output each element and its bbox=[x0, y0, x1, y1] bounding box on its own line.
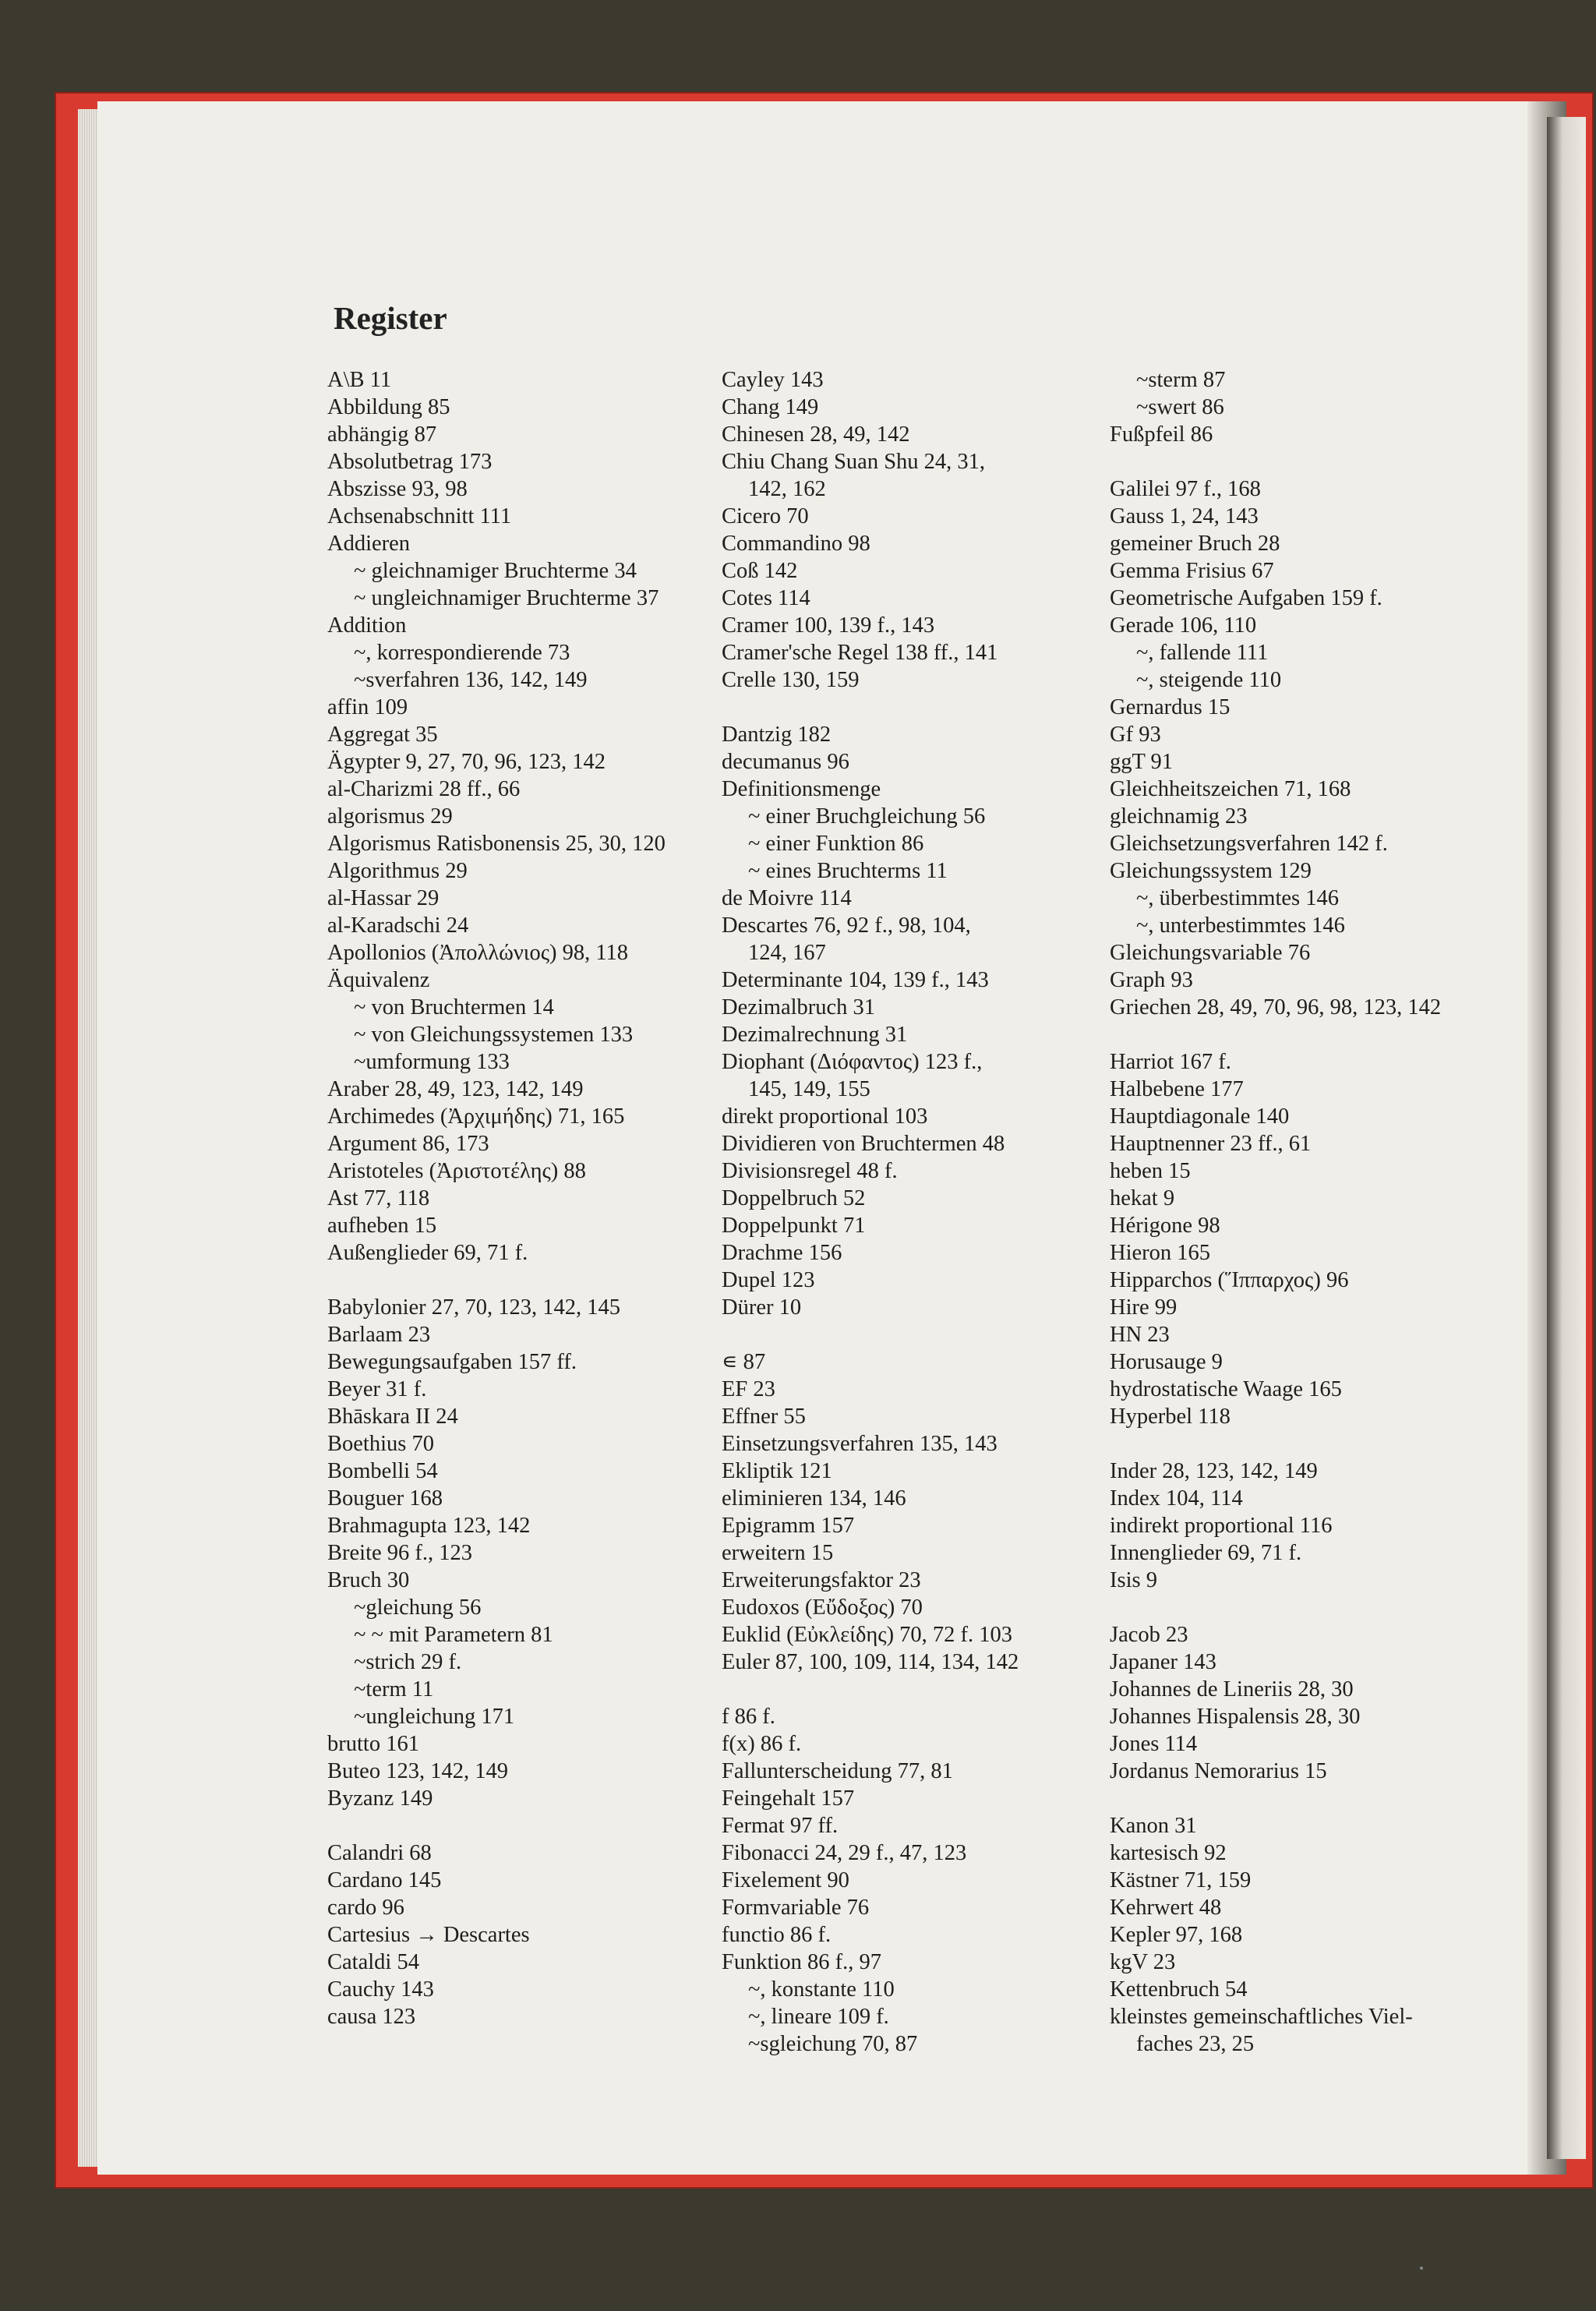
index-entry: Japaner 143 bbox=[1110, 1650, 1216, 1674]
index-entry: ~, steigende 110 bbox=[1136, 668, 1282, 692]
entry-gap bbox=[722, 1321, 1103, 1348]
index-entry: Addition bbox=[327, 613, 407, 638]
index-entry: ~ ungleichnamiger Bruchterme 37 bbox=[354, 586, 659, 610]
index-entry: Cicero 70 bbox=[722, 504, 809, 528]
index-entry: Kästner 71, 159 bbox=[1110, 1868, 1252, 1892]
index-entry: Harriot 167 f. bbox=[1110, 1050, 1231, 1074]
index-entry: Coß 142 bbox=[722, 559, 798, 583]
index-entry: Barlaam 23 bbox=[327, 1323, 431, 1347]
index-entry: Kepler 97, 168 bbox=[1110, 1923, 1243, 1947]
index-entry: ~ von Gleichungssystemen 133 bbox=[354, 1023, 634, 1047]
index-entry: Euler 87, 100, 109, 114, 134, 142 bbox=[722, 1650, 1019, 1674]
index-entry: Gleichsetzungsverfahren 142 f. bbox=[1110, 832, 1388, 856]
entry-gap bbox=[1110, 448, 1499, 475]
facing-page-edge bbox=[1547, 117, 1586, 2159]
index-entry: ggT 91 bbox=[1110, 750, 1174, 774]
index-entry: Cardano 145 bbox=[327, 1868, 442, 1892]
entry-gap bbox=[1110, 1594, 1499, 1621]
index-entry: Fußpfeil 86 bbox=[1110, 422, 1213, 447]
index-entry: Argument 86, 173 bbox=[327, 1132, 489, 1156]
index-entry: Addieren bbox=[327, 532, 411, 556]
index-entry: ~, fallende 111 bbox=[1136, 641, 1269, 665]
index-entry: ~gleichung 56 bbox=[354, 1595, 482, 1620]
index-entry: Brahmagupta 123, 142 bbox=[327, 1514, 531, 1538]
index-entry: al-Charizmi 28 ff., 66 bbox=[327, 777, 521, 801]
index-entry: faches 23, 25 bbox=[1136, 2032, 1255, 2056]
entry-gap bbox=[1110, 1430, 1499, 1458]
index-entry: Absolutbetrag 173 bbox=[327, 450, 493, 474]
index-entry: Inder 28, 123, 142, 149 bbox=[1110, 1459, 1318, 1483]
index-entry: heben 15 bbox=[1110, 1159, 1191, 1183]
index-entry: Beyer 31 f. bbox=[327, 1377, 427, 1401]
index-entry: Drachme 156 bbox=[722, 1241, 842, 1265]
index-entry: direkt proportional 103 bbox=[722, 1104, 928, 1129]
index-entry: ~, unterbestimmtes 146 bbox=[1136, 913, 1345, 938]
index-entry: Einsetzungsverfahren 135, 143 bbox=[722, 1432, 998, 1456]
index-entry: Determinante 104, 139 f., 143 bbox=[722, 968, 989, 992]
index-entry: Feingehalt 157 bbox=[722, 1786, 855, 1811]
index-entry: Dezimalrechnung 31 bbox=[722, 1023, 908, 1047]
index-entry: Dürer 10 bbox=[722, 1295, 802, 1320]
entry-gap bbox=[327, 1812, 709, 1839]
index-entry: kgV 23 bbox=[1110, 1950, 1176, 1974]
index-entry: Epigramm 157 bbox=[722, 1514, 855, 1538]
index-entry: Funktion 86 f., 97 bbox=[722, 1950, 882, 1974]
index-entry: Cauchy 143 bbox=[327, 1977, 434, 2002]
index-entry: Hauptnenner 23 ff., 61 bbox=[1110, 1132, 1312, 1156]
index-entry: Crelle 130, 159 bbox=[722, 668, 860, 692]
index-entry: kartesisch 92 bbox=[1110, 1841, 1227, 1865]
index-entry: brutto 161 bbox=[327, 1732, 419, 1756]
index-entry: Algorismus Ratisbonensis 25, 30, 120 bbox=[327, 832, 666, 856]
index-entry: Hérigone 98 bbox=[1110, 1214, 1220, 1238]
index-entry: ~ungleichung 171 bbox=[354, 1705, 515, 1729]
index-entry: 124, 167 bbox=[748, 941, 826, 965]
index-entry: Dupel 123 bbox=[722, 1268, 815, 1292]
index-entry: ~ ~ mit Parametern 81 bbox=[354, 1623, 553, 1647]
index-entry: al-Karadschi 24 bbox=[327, 913, 469, 938]
index-entry: Effner 55 bbox=[722, 1405, 806, 1429]
index-column-3 bbox=[1110, 366, 1499, 2058]
index-entry: Algorithmus 29 bbox=[327, 859, 468, 883]
index-entry: Achsenabschnitt 111 bbox=[327, 504, 512, 528]
index-entry: Fibonacci 24, 29 f., 47, 123 bbox=[722, 1841, 967, 1865]
entry-gap bbox=[722, 694, 1103, 721]
index-entry: Dezimalbruch 31 bbox=[722, 995, 876, 1019]
index-entry: Divisionsregel 48 f. bbox=[722, 1159, 898, 1183]
index-entry: Doppelbruch 52 bbox=[722, 1186, 866, 1210]
index-entry: ~swert 86 bbox=[1136, 395, 1224, 419]
index-entry: Ast 77, 118 bbox=[327, 1186, 430, 1210]
index-entry: Diophant (Διόφαντος) 123 f., bbox=[722, 1050, 983, 1074]
index-entry: Cayley 143 bbox=[722, 368, 824, 392]
index-entry: Araber 28, 49, 123, 142, 149 bbox=[327, 1077, 584, 1101]
index-entry: Gerade 106, 110 bbox=[1110, 613, 1257, 638]
index-entry: Bewegungsaufgaben 157 ff. bbox=[327, 1350, 577, 1374]
index-entry: ~ eines Bruchterms 11 bbox=[748, 859, 948, 883]
index-entry: Abszisse 93, 98 bbox=[327, 477, 468, 501]
index-entry: Babylonier 27, 70, 123, 142, 145 bbox=[327, 1295, 621, 1320]
index-entry: ~sgleichung 70, 87 bbox=[748, 2032, 918, 2056]
index-entry: functio 86 f. bbox=[722, 1923, 832, 1947]
index-entry: f 86 f. bbox=[722, 1705, 775, 1729]
index-entry: indirekt proportional 116 bbox=[1110, 1514, 1333, 1538]
index-entry: Cartesius → Descartes bbox=[327, 1923, 530, 1947]
index-entry: ∊ 87 bbox=[722, 1350, 766, 1374]
index-entry: Geometrische Aufgaben 159 f. bbox=[1110, 586, 1382, 610]
index-entry: Bombelli 54 bbox=[327, 1459, 438, 1483]
index-entry: Chang 149 bbox=[722, 395, 819, 419]
index-entry: Doppelpunkt 71 bbox=[722, 1214, 866, 1238]
index-entry: Gauss 1, 24, 143 bbox=[1110, 504, 1259, 528]
index-entry: A\B 11 bbox=[327, 368, 392, 392]
index-entry: ~term 11 bbox=[354, 1677, 434, 1701]
index-entry: Jacob 23 bbox=[1110, 1623, 1188, 1647]
index-entry: Johannes de Lineriis 28, 30 bbox=[1110, 1677, 1354, 1701]
entry-gap bbox=[1110, 1785, 1499, 1812]
index-entry: ~, überbestimmtes 146 bbox=[1136, 886, 1340, 910]
index-column-1 bbox=[327, 366, 709, 2030]
entry-gap bbox=[722, 1676, 1103, 1703]
index-entry: ~, konstante 110 bbox=[748, 1977, 895, 2002]
index-entry: Johannes Hispalensis 28, 30 bbox=[1110, 1705, 1361, 1729]
index-entry: Dantzig 182 bbox=[722, 723, 832, 747]
index-entry: Kehrwert 48 bbox=[1110, 1896, 1222, 1920]
index-entry: Halbebene 177 bbox=[1110, 1077, 1244, 1101]
index-entry: ~ gleichnamiger Bruchterme 34 bbox=[354, 559, 637, 583]
index-entry: ~, lineare 109 f. bbox=[748, 2005, 889, 2029]
index-entry: Bhāskara II 24 bbox=[327, 1405, 458, 1429]
index-entry: Galilei 97 f., 168 bbox=[1110, 477, 1261, 501]
index-entry: ~sterm 87 bbox=[1136, 368, 1226, 392]
entry-gap bbox=[327, 1267, 709, 1294]
index-entry: kleinstes gemeinschaftliches Viel- bbox=[1110, 2005, 1413, 2029]
index-entry: Ekliptik 121 bbox=[722, 1459, 832, 1483]
index-entry: Formvariable 76 bbox=[722, 1896, 870, 1920]
index-entry: Hyperbel 118 bbox=[1110, 1405, 1231, 1429]
index-entry: Außenglieder 69, 71 f. bbox=[327, 1241, 528, 1265]
index-entry: decumanus 96 bbox=[722, 750, 849, 774]
speck bbox=[1420, 2267, 1423, 2270]
entry-gap bbox=[1110, 1021, 1499, 1048]
index-entry: Chiu Chang Suan Shu 24, 31, bbox=[722, 450, 986, 474]
index-entry: Bruch 30 bbox=[327, 1568, 410, 1592]
index-entry: Fermat 97 ff. bbox=[722, 1814, 839, 1838]
index-entry: Kanon 31 bbox=[1110, 1814, 1197, 1838]
index-entry: Horusauge 9 bbox=[1110, 1350, 1223, 1374]
index-entry: Hauptdiagonale 140 bbox=[1110, 1104, 1290, 1129]
index-entry: Definitionsmenge bbox=[722, 777, 881, 801]
index-entry: de Moivre 114 bbox=[722, 886, 852, 910]
index-entry: 145, 149, 155 bbox=[748, 1077, 870, 1101]
index-entry: eliminieren 134, 146 bbox=[722, 1486, 906, 1511]
index-entry: Breite 96 f., 123 bbox=[327, 1541, 473, 1565]
index-entry: Aristoteles (Ἀριστοτέλης) 88 bbox=[327, 1159, 586, 1183]
index-entry: Index 104, 114 bbox=[1110, 1486, 1243, 1511]
index-entry: Innenglieder 69, 71 f. bbox=[1110, 1541, 1302, 1565]
index-entry: Jordanus Nemorarius 15 bbox=[1110, 1759, 1327, 1783]
page-heading: Register bbox=[334, 300, 447, 336]
index-entry: Ägypter 9, 27, 70, 96, 123, 142 bbox=[327, 750, 606, 774]
index-entry: ~sverfahren 136, 142, 149 bbox=[354, 668, 588, 692]
index-entry: Jones 114 bbox=[1110, 1732, 1198, 1756]
index-entry: Fixelement 90 bbox=[722, 1868, 849, 1892]
index-entry: Gleichungsvariable 76 bbox=[1110, 941, 1311, 965]
index-entry: Archimedes (Ἀρχιμήδης) 71, 165 bbox=[327, 1104, 625, 1129]
index-entry: HN 23 bbox=[1110, 1323, 1170, 1347]
index-entry: causa 123 bbox=[327, 2005, 416, 2029]
index-entry: Buteo 123, 142, 149 bbox=[327, 1759, 508, 1783]
index-entry: ~ einer Funktion 86 bbox=[748, 832, 924, 856]
index-entry: algorismus 29 bbox=[327, 804, 453, 829]
index-entry: cardo 96 bbox=[327, 1896, 404, 1920]
index-entry: affin 109 bbox=[327, 695, 408, 719]
index-entry: ~strich 29 f. bbox=[354, 1650, 462, 1674]
index-entry: f(x) 86 f. bbox=[722, 1732, 802, 1756]
index-entry: Apollonios (Ἀπολλώνιος) 98, 118 bbox=[327, 941, 629, 965]
index-entry: Gernardus 15 bbox=[1110, 695, 1231, 719]
index-entry: Eudoxos (Εὔδοξος) 70 bbox=[722, 1595, 923, 1620]
index-entry: Commandino 98 bbox=[722, 532, 870, 556]
index-entry: Bouguer 168 bbox=[327, 1486, 443, 1511]
index-entry: Hipparchos (Ἵππαρχος) 96 bbox=[1110, 1268, 1349, 1292]
index-entry: Dividieren von Bruchtermen 48 bbox=[722, 1132, 1005, 1156]
index-entry: Griechen 28, 49, 70, 96, 98, 123, 142 bbox=[1110, 995, 1442, 1019]
index-entry: Cramer 100, 139 f., 143 bbox=[722, 613, 935, 638]
index-entry: ~ einer Bruchgleichung 56 bbox=[748, 804, 986, 829]
index-entry: Erweiterungsfaktor 23 bbox=[722, 1568, 921, 1592]
index-entry: Cotes 114 bbox=[722, 586, 810, 610]
index-entry: Aggregat 35 bbox=[327, 723, 438, 747]
index-entry: Abbildung 85 bbox=[327, 395, 450, 419]
index-entry: abhängig 87 bbox=[327, 422, 437, 447]
index-entry: ~umformung 133 bbox=[354, 1050, 510, 1074]
index-entry: Descartes 76, 92 f., 98, 104, bbox=[722, 913, 971, 938]
index-entry: EF 23 bbox=[722, 1377, 775, 1401]
index-entry: Äquivalenz bbox=[327, 968, 430, 992]
index-entry: Byzanz 149 bbox=[327, 1786, 433, 1811]
index-entry: Cramer'sche Regel 138 ff., 141 bbox=[722, 641, 998, 665]
index-entry: Chinesen 28, 49, 142 bbox=[722, 422, 910, 447]
index-entry: Gf 93 bbox=[1110, 723, 1161, 747]
index-entry: Graph 93 bbox=[1110, 968, 1193, 992]
index-entry: ~ von Bruchtermen 14 bbox=[354, 995, 554, 1019]
index-entry: Boethius 70 bbox=[327, 1432, 434, 1456]
index-entry: aufheben 15 bbox=[327, 1214, 437, 1238]
index-entry: ~, korrespondierende 73 bbox=[354, 641, 570, 665]
index-entry: al-Hassar 29 bbox=[327, 886, 440, 910]
index-entry: Calandri 68 bbox=[327, 1841, 432, 1865]
index-entry: Cataldi 54 bbox=[327, 1950, 419, 1974]
index-entry: 142, 162 bbox=[748, 477, 826, 501]
index-entry: Euklid (Εὐκλείδης) 70, 72 f. 103 bbox=[722, 1623, 1013, 1647]
index-entry: Kettenbruch 54 bbox=[1110, 1977, 1248, 2002]
index-entry: erweitern 15 bbox=[722, 1541, 834, 1565]
index-entry: hydrostatische Waage 165 bbox=[1110, 1377, 1342, 1401]
index-entry: Hire 99 bbox=[1110, 1295, 1178, 1320]
index-entry: hekat 9 bbox=[1110, 1186, 1175, 1210]
index-entry: Gleichungssystem 129 bbox=[1110, 859, 1312, 883]
index-entry: gleichnamig 23 bbox=[1110, 804, 1248, 829]
index-entry: Fallunterscheidung 77, 81 bbox=[722, 1759, 953, 1783]
index-column-2 bbox=[722, 366, 1103, 2058]
index-entry: Hieron 165 bbox=[1110, 1241, 1211, 1265]
index-entry: Gemma Frisius 67 bbox=[1110, 559, 1274, 583]
index-entry: Gleichheitszeichen 71, 168 bbox=[1110, 777, 1351, 801]
index-entry: Isis 9 bbox=[1110, 1568, 1157, 1592]
index-entry: gemeiner Bruch 28 bbox=[1110, 532, 1280, 556]
